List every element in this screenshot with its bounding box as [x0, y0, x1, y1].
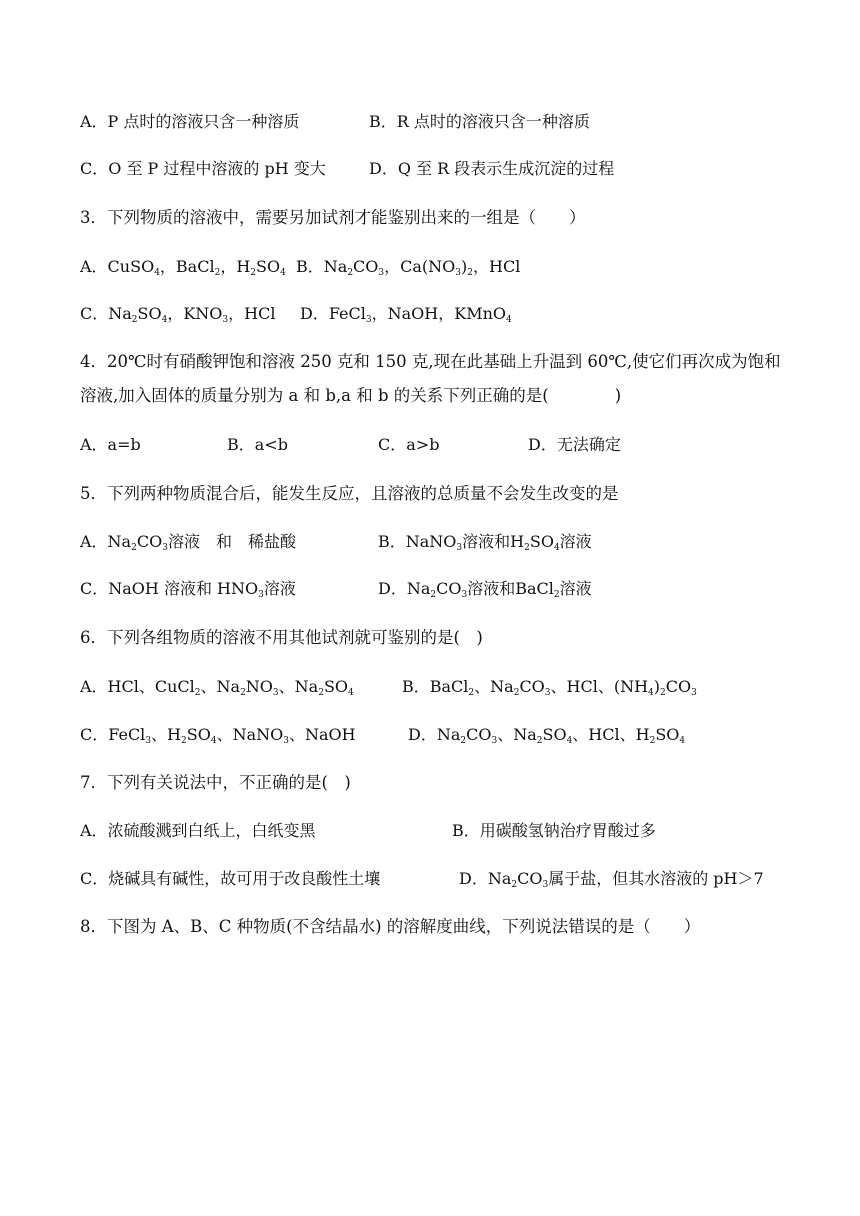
q6-stem: 6．下列各组物质的溶液不用其他试剂就可鉴别的是( ) [80, 628, 483, 647]
q2-option-c: C．O 至 P 过程中溶液的 pH 变大 [80, 159, 326, 178]
q7-stem: 7．下列有关说法中，不正确的是( ) [80, 773, 351, 792]
q4-option-c: C．a>b [378, 435, 440, 454]
q2-option-d: D．Q 至 R 段表示生成沉淀的过程 [369, 159, 615, 178]
q4-option-a: A．a=b [80, 435, 141, 454]
q5-option-d: D．$Na_2CO_3$溶液和BaCl$_2$溶液 [378, 579, 592, 600]
q7-option-a: A．浓硫酸溅到白纸上，白纸变黑 [80, 821, 316, 840]
q6-option-d: D．$Na_2CO_3$、$Na_2SO_4$、HCl、$H_2SO_4$ [408, 725, 686, 746]
q6-option-c: C．FeCl$_3$、$H_2SO_4$、NaNO$_3$、NaOH [80, 725, 356, 746]
q5-option-c: C．NaOH 溶液和 $HNO_3$溶液 [80, 579, 296, 600]
q3-option-b: B．$Na_2CO_3$，$Ca(NO_3)_2$，HCl [296, 257, 521, 278]
q6-option-b: B．BaCl$_2$、$Na_2CO_3$、HCl、$(NH_4)_2CO_3$ [402, 677, 697, 698]
q3-option-c: C．$Na_2SO_4$，$KNO_3$，HCl [80, 304, 276, 325]
q4-option-b: B．a<b [227, 435, 288, 454]
q3-stem: 3．下列物质的溶液中，需要另加试剂才能鉴别出来的一组是（ ） [80, 208, 586, 227]
q5-option-a: A．$Na_2CO_3$溶液 和 稀盐酸 [80, 532, 296, 553]
q6-option-a: A．HCl、CuCl$_2$、$Na_2NO_3$、$Na_2SO_4$ [80, 677, 354, 698]
q3-option-d: D．FeCl$_3$，NaOH，KMnO$_4$ [300, 304, 512, 325]
q7-option-b: B．用碳酸氢钠治疗胃酸过多 [452, 821, 656, 840]
q4-stem-line1: 4．20℃时有硝酸钾饱和溶液 250 克和 150 克,现在此基础上升温到 60℃,使它们再次成为饱和 [80, 352, 781, 371]
q8-stem: 8．下图为 A、B、C 种物质(不含结晶水) 的溶解度曲线，下列说法错误的是（ ） [80, 917, 701, 936]
q4-option-d: D．无法确定 [528, 435, 621, 454]
q2-option-b: B．R 点时的溶液只含一种溶质 [369, 112, 590, 131]
q4-stem-line2: 溶液,加入固体的质量分别为 a 和 b,a 和 b 的关系下列正确的是( ) [80, 386, 622, 405]
q2-option-a: A．P 点时的溶液只含一种溶质 [80, 112, 300, 131]
q7-option-d: D．$Na_2CO_3$属于盐，但其水溶液的 pH＞7 [459, 869, 764, 890]
q3-option-a: A．CuSO$_4$，BaCl$_2$，$H_2SO_4$ [80, 257, 286, 278]
q5-option-b: B．NaNO$_3$溶液和$H_2SO_4$溶液 [378, 532, 592, 553]
q5-stem: 5．下列两种物质混合后，能发生反应，且溶液的总质量不会发生改变的是 [80, 484, 619, 503]
q7-option-c: C．烧碱具有碱性，故可用于改良酸性土壤 [80, 869, 381, 888]
